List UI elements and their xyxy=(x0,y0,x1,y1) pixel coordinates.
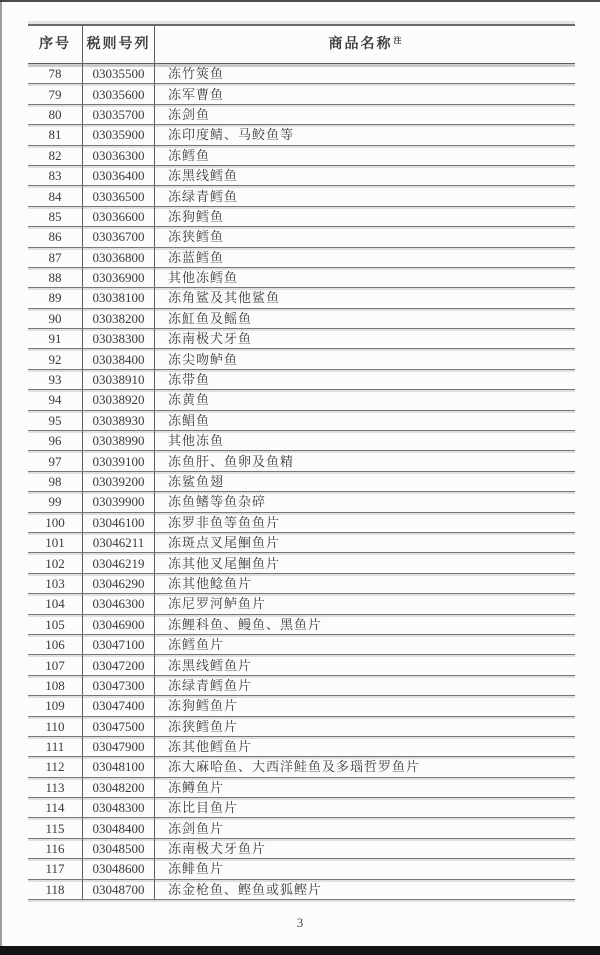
cell-product-name: 冻尖吻鲈鱼 xyxy=(168,351,239,367)
cell-tariff-code: 03046211 xyxy=(83,533,155,552)
cell-product-name: 冻鲤科鱼、鳗鱼、黑鱼片 xyxy=(168,616,323,632)
cell-serial-number: 111 xyxy=(28,737,83,756)
table-row xyxy=(28,390,575,410)
cell-product-name: 冻剑鱼片 xyxy=(168,820,225,836)
cell-product-name: 冻鳕鱼 xyxy=(168,147,211,163)
cell-tariff-code: 03048100 xyxy=(83,757,155,776)
cell-tariff-code: 03036700 xyxy=(83,227,155,246)
table-row xyxy=(28,553,575,573)
cell-serial-number: 91 xyxy=(28,329,83,348)
table-row xyxy=(28,513,575,533)
cell-product-name: 冻其他鳕鱼片 xyxy=(168,739,253,755)
cell-product-name: 冻鲳鱼 xyxy=(168,412,211,428)
cell-serial-number: 79 xyxy=(28,84,83,103)
cell-serial-number: 112 xyxy=(28,757,83,776)
cell-product-name: 冻剑鱼 xyxy=(168,106,211,122)
table-row xyxy=(28,778,575,798)
table-row xyxy=(28,594,575,614)
cell-product-name: 冻大麻哈鱼、大西洋鲑鱼及多瑙哲罗鱼片 xyxy=(168,759,421,775)
cell-serial-number: 95 xyxy=(28,411,83,430)
cell-serial-number: 80 xyxy=(28,105,83,124)
cell-serial-number: 102 xyxy=(28,553,83,572)
cell-tariff-code: 03038990 xyxy=(83,431,155,450)
cell-serial-number: 108 xyxy=(28,676,83,695)
cell-serial-number: 97 xyxy=(28,451,83,470)
cell-serial-number: 94 xyxy=(28,390,83,409)
cell-tariff-code: 03036600 xyxy=(83,207,155,226)
cell-product-name: 冻金枪鱼、鲣鱼或狐鲣片 xyxy=(168,881,323,897)
cell-serial-number: 82 xyxy=(28,146,83,165)
cell-serial-number: 101 xyxy=(28,533,83,552)
tariff-table xyxy=(28,24,575,900)
cell-product-name: 冻印度鲭、马鲛鱼等 xyxy=(168,127,295,143)
cell-product-name: 其他冻鱼 xyxy=(168,433,225,449)
cell-serial-number: 118 xyxy=(28,880,83,899)
cell-tariff-code: 03048500 xyxy=(83,839,155,858)
table-row xyxy=(28,492,575,512)
cell-product-name: 冻黑线鳕鱼片 xyxy=(168,657,253,673)
table-row xyxy=(28,676,575,696)
table-row xyxy=(28,737,575,757)
cell-product-name: 冻鳕鱼片 xyxy=(168,637,225,653)
cell-serial-number: 92 xyxy=(28,349,83,368)
cell-tariff-code: 03035600 xyxy=(83,84,155,103)
cell-tariff-code: 03047300 xyxy=(83,676,155,695)
cell-tariff-code: 03038930 xyxy=(83,411,155,430)
cell-serial-number: 106 xyxy=(28,635,83,654)
cell-product-name: 冻竹筴鱼 xyxy=(168,66,225,82)
scan-edge-bottom xyxy=(0,946,600,955)
cell-product-name: 冻比目鱼片 xyxy=(168,800,239,816)
cell-tariff-code: 03048600 xyxy=(83,859,155,878)
cell-product-name: 冻罗非鱼等鱼鱼片 xyxy=(168,514,281,530)
cell-product-name: 冻魟鱼及鳐鱼 xyxy=(168,310,253,326)
cell-product-name: 冻其他叉尾鮰鱼片 xyxy=(168,555,281,571)
cell-tariff-code: 03046900 xyxy=(83,615,155,634)
cell-product-name: 冻狗鳕鱼 xyxy=(168,208,225,224)
cell-serial-number: 83 xyxy=(28,166,83,185)
cell-tariff-code: 03047900 xyxy=(83,737,155,756)
cell-serial-number: 90 xyxy=(28,309,83,328)
cell-serial-number: 110 xyxy=(28,717,83,736)
table-row xyxy=(28,288,575,308)
table-row xyxy=(28,880,575,900)
cell-serial-number: 93 xyxy=(28,370,83,389)
cell-tariff-code: 03038300 xyxy=(83,329,155,348)
cell-tariff-code: 03038200 xyxy=(83,309,155,328)
cell-serial-number: 104 xyxy=(28,594,83,613)
table-row xyxy=(28,655,575,675)
cell-product-name: 其他冻鳕鱼 xyxy=(168,270,239,286)
cell-tariff-code: 03039200 xyxy=(83,472,155,491)
table-row xyxy=(28,84,575,104)
table-row xyxy=(28,451,575,471)
cell-serial-number: 85 xyxy=(28,207,83,226)
table-row xyxy=(28,717,575,737)
header-product-name-text: 商品名称 xyxy=(328,36,393,52)
cell-product-name: 冻狭鳕鱼 xyxy=(168,229,225,245)
cell-product-name: 冻军曹鱼 xyxy=(168,86,225,102)
cell-tariff-code: 03036400 xyxy=(83,166,155,185)
table-row xyxy=(28,472,575,492)
table-body xyxy=(28,64,575,900)
table-row xyxy=(28,859,575,879)
table-row xyxy=(28,125,575,145)
cell-tariff-code: 03039100 xyxy=(83,451,155,470)
cell-tariff-code: 03046100 xyxy=(83,513,155,532)
cell-product-name: 冻黑线鳕鱼 xyxy=(168,168,239,184)
cell-serial-number: 81 xyxy=(28,125,83,144)
table-row xyxy=(28,268,575,288)
cell-product-name: 冻鲱鱼片 xyxy=(168,861,225,877)
cell-tariff-code: 03039900 xyxy=(83,492,155,511)
cell-tariff-code: 03035700 xyxy=(83,105,155,124)
cell-serial-number: 115 xyxy=(28,818,83,837)
cell-serial-number: 100 xyxy=(28,513,83,532)
cell-tariff-code: 03036900 xyxy=(83,268,155,287)
cell-product-name: 冻带鱼 xyxy=(168,372,211,388)
table-row xyxy=(28,574,575,594)
cell-serial-number: 109 xyxy=(28,696,83,715)
table-row xyxy=(28,329,575,349)
cell-product-name: 冻鱼鳍等鱼杂碎 xyxy=(168,494,267,510)
table-row xyxy=(28,798,575,818)
header-note-superscript: 注 xyxy=(393,35,402,45)
cell-tariff-code: 03048200 xyxy=(83,778,155,797)
cell-serial-number: 96 xyxy=(28,431,83,450)
cell-tariff-code: 03038400 xyxy=(83,349,155,368)
cell-product-name: 冻尼罗河鲈鱼片 xyxy=(168,596,267,612)
cell-product-name: 冻黄鱼 xyxy=(168,392,211,408)
table-row xyxy=(28,248,575,268)
table-row xyxy=(28,635,575,655)
cell-tariff-code: 03048300 xyxy=(83,798,155,817)
table-row xyxy=(28,166,575,186)
table-row xyxy=(28,105,575,125)
cell-tariff-code: 03038920 xyxy=(83,390,155,409)
cell-serial-number: 103 xyxy=(28,574,83,593)
cell-tariff-code: 03047100 xyxy=(83,635,155,654)
cell-tariff-code: 03047400 xyxy=(83,696,155,715)
page-number: 3 xyxy=(296,915,304,930)
cell-serial-number: 105 xyxy=(28,615,83,634)
cell-tariff-code: 03038910 xyxy=(83,370,155,389)
cell-serial-number: 78 xyxy=(28,64,83,83)
table-row xyxy=(28,309,575,329)
header-serial-number: 序号 xyxy=(28,26,83,63)
cell-serial-number: 89 xyxy=(28,288,83,307)
cell-serial-number: 84 xyxy=(28,186,83,205)
cell-tariff-code: 03046219 xyxy=(83,553,155,572)
cell-product-name: 冻狭鳕鱼片 xyxy=(168,718,239,734)
table-row xyxy=(28,370,575,390)
cell-product-name: 冻其他鲶鱼片 xyxy=(168,575,253,591)
cell-serial-number: 113 xyxy=(28,778,83,797)
table-row xyxy=(28,64,575,84)
cell-serial-number: 117 xyxy=(28,859,83,878)
cell-tariff-code: 03036800 xyxy=(83,248,155,267)
cell-product-name: 冻绿青鳕鱼片 xyxy=(168,677,253,693)
cell-product-name: 冻绿青鳕鱼 xyxy=(168,188,239,204)
table-row xyxy=(28,757,575,777)
cell-serial-number: 88 xyxy=(28,268,83,287)
table-header-row xyxy=(28,26,575,64)
cell-tariff-code: 03035900 xyxy=(83,125,155,144)
cell-tariff-code: 03046290 xyxy=(83,574,155,593)
cell-serial-number: 116 xyxy=(28,839,83,858)
cell-product-name: 冻斑点叉尾鮰鱼片 xyxy=(168,535,281,551)
cell-tariff-code: 03035500 xyxy=(83,64,155,83)
cell-serial-number: 99 xyxy=(28,492,83,511)
table-row xyxy=(28,533,575,553)
cell-product-name: 冻角鲨及其他鲨鱼 xyxy=(168,290,281,306)
cell-serial-number: 114 xyxy=(28,798,83,817)
cell-product-name: 冻狗鳕鱼片 xyxy=(168,698,239,714)
table-row xyxy=(28,186,575,206)
table-row xyxy=(28,818,575,838)
cell-tariff-code: 03038100 xyxy=(83,288,155,307)
table-row xyxy=(28,411,575,431)
cell-product-name: 冻鳟鱼片 xyxy=(168,779,225,795)
cell-tariff-code: 03048700 xyxy=(83,880,155,899)
cell-tariff-code: 03046300 xyxy=(83,594,155,613)
table-row xyxy=(28,839,575,859)
cell-tariff-code: 03047500 xyxy=(83,717,155,736)
cell-serial-number: 107 xyxy=(28,655,83,674)
cell-product-name: 冻鲨鱼翅 xyxy=(168,474,225,489)
cell-tariff-code: 03047200 xyxy=(83,655,155,674)
table-row xyxy=(28,207,575,227)
cell-product-name: 冻蓝鳕鱼 xyxy=(168,249,225,265)
cell-tariff-code: 03036300 xyxy=(83,146,155,165)
table-row xyxy=(28,146,575,166)
cell-product-name: 冻南极犬牙鱼片 xyxy=(168,841,267,857)
table-row xyxy=(28,227,575,247)
table-row xyxy=(28,696,575,716)
cell-serial-number: 87 xyxy=(28,248,83,267)
table-row xyxy=(28,431,575,451)
cell-product-name: 冻南极犬牙鱼 xyxy=(168,331,253,347)
table-row xyxy=(28,615,575,635)
table-row xyxy=(28,349,575,369)
cell-serial-number: 86 xyxy=(28,227,83,246)
header-tariff-code: 税则号列 xyxy=(83,26,155,63)
cell-tariff-code: 03036500 xyxy=(83,186,155,205)
cell-product-name: 冻鱼肝、鱼卵及鱼精 xyxy=(168,453,295,469)
cell-serial-number: 98 xyxy=(28,472,83,491)
cell-tariff-code: 03048400 xyxy=(83,818,155,837)
header-product-name xyxy=(155,26,575,63)
